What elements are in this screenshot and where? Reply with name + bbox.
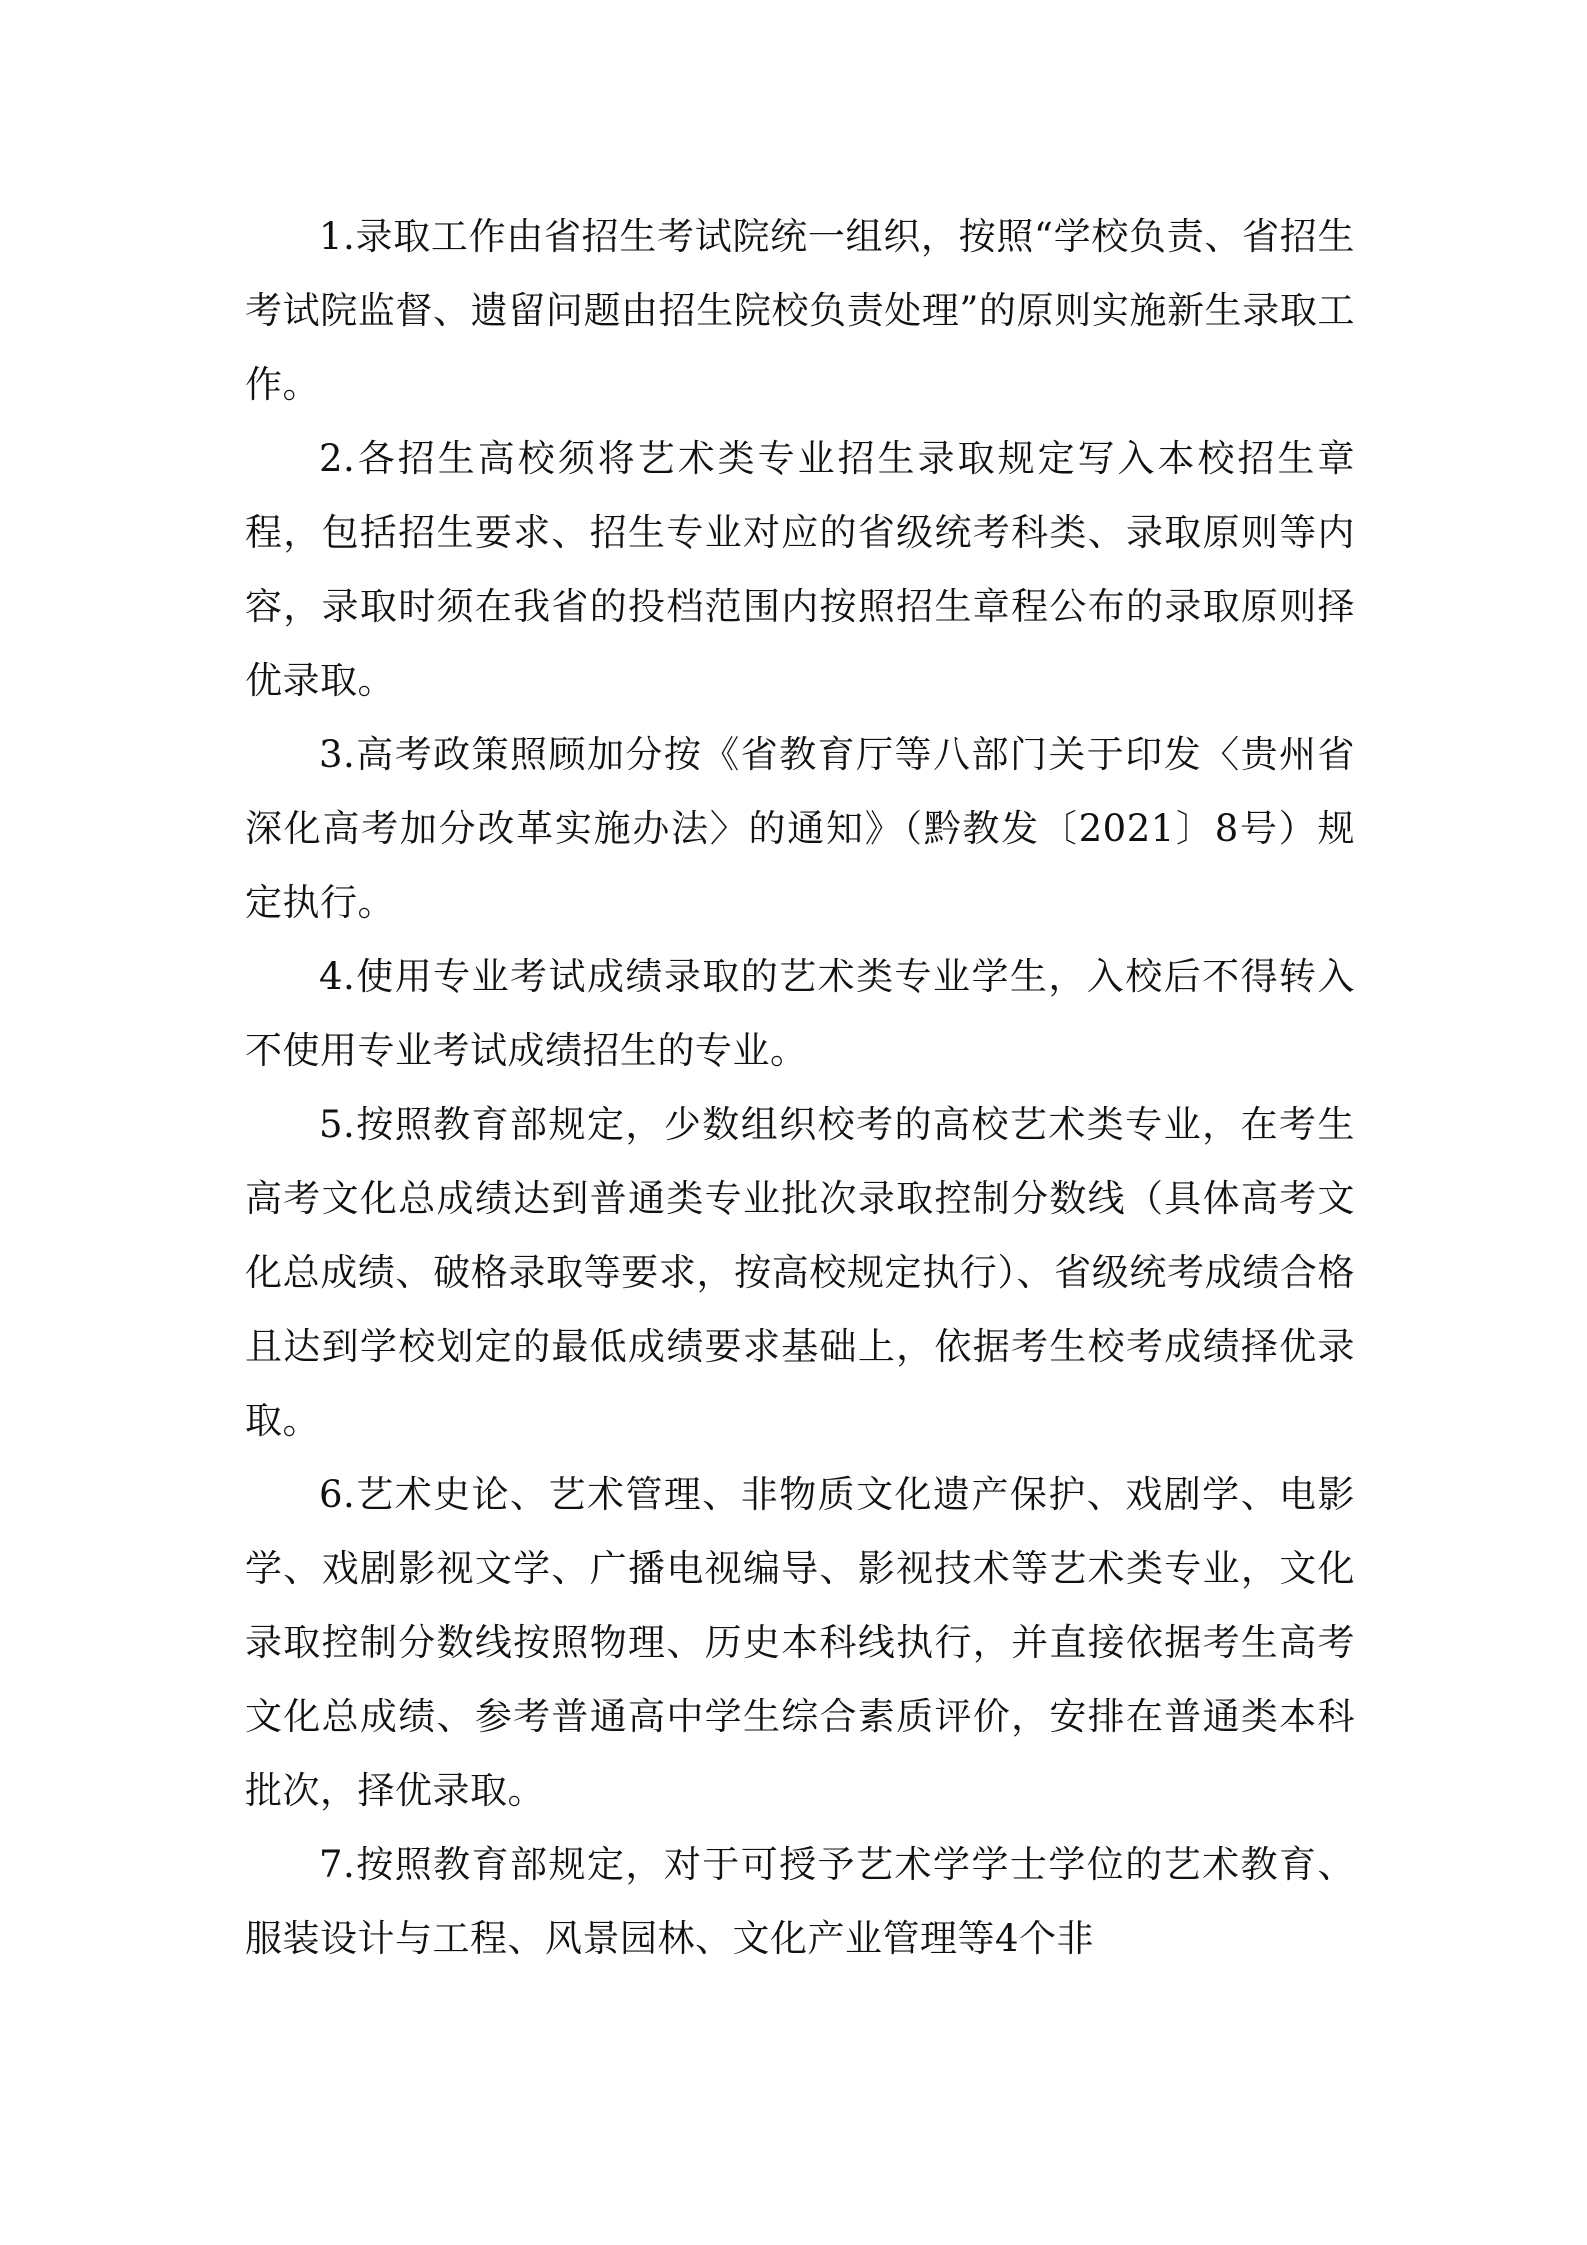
paragraph-4: 4.使用专业考试成绩录取的艺术类专业学生，入校后不得转入不使用专业考试成绩招生的专业。 (245, 955, 1355, 1072)
paragraph-2: 2.各招生高校须将艺术类专业招生录取规定写入本校招生章程，包括招生要求、招生专业对应的省级统考科类、录取原则等内容，录取时须在我省的投档范围内按照招生章程公布的录取原则择优录取。 (245, 437, 1355, 702)
document-body (245, 200, 1355, 1976)
paragraph-6: 6.艺术史论、艺术管理、非物质文化遗产保护、戏剧学、电影学、戏剧影视文学、广播电视编导、影视技术等艺术类专业，文化录取控制分数线按照物理、历史本科线执行，并直接依据考生高考文化总成绩、参考普通高中学生综合素质评价，安排在普通类本科批次，择优录取。 (245, 1473, 1355, 1812)
paragraph-1: 1.录取工作由省招生考试院统一组织，按照“学校负责、省招生考试院监督、遗留问题由招生院校负责处理”的原则实施新生录取工作。 (245, 215, 1355, 406)
paragraph-7: 7.按照教育部规定，对于可授予艺术学学士学位的艺术教育、服装设计与工程、风景园林、文化产业管理等4个非 (245, 1843, 1355, 1960)
paragraph-3: 3.高考政策照顾加分按《省教育厅等八部门关于印发〈贵州省深化高考加分改革实施办法〉的通知》（黔教发〔2021〕8号）规定执行。 (245, 733, 1355, 924)
paragraph-5: 5.按照教育部规定，少数组织校考的高校艺术类专业，在考生高考文化总成绩达到普通类专业批次录取控制分数线（具体高考文化总成绩、破格录取等要求，按高校规定执行）、省级统考成绩合格且达到学校划定的最低成绩要求基础上，依据考生校考成绩择优录取。 (245, 1103, 1355, 1442)
